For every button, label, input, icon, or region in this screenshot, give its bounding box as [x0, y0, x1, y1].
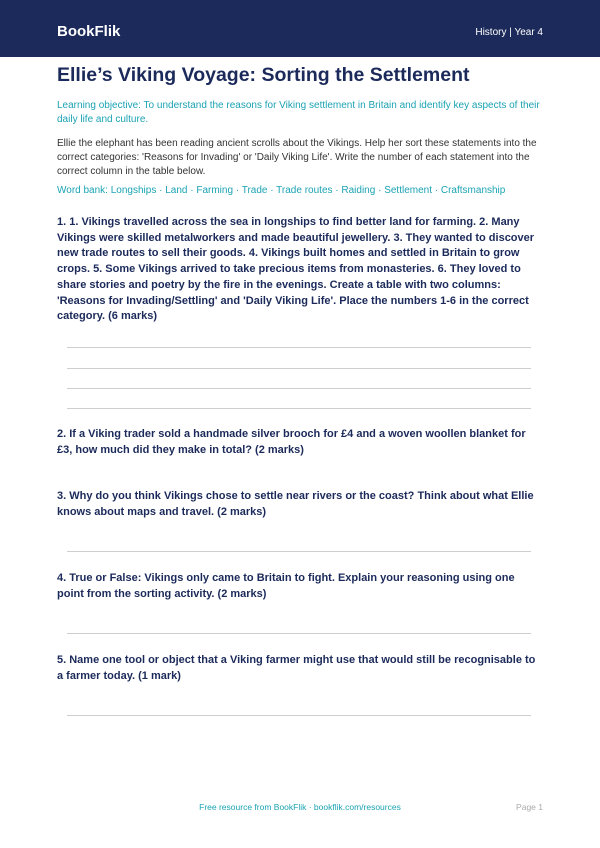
- footer-link[interactable]: Free resource from BookFlik · bookflik.com/resources: [199, 802, 401, 812]
- intro-text: Ellie the elephant has been reading ancient scrolls about the Vikings. Help her sort these statements into the correct categories: 'Reasons for Invading' or 'Daily Viking Life'. Write the number of each statement into the correct column in the table below.: [57, 138, 537, 177]
- answer-line[interactable]: [67, 408, 531, 409]
- answer-line[interactable]: [67, 551, 531, 552]
- page-number: Page 1: [516, 802, 543, 812]
- question-5: 5. Name one tool or object that a Viking farmer might use that would still be recognisable to a farmer today. (1 mark): [57, 654, 536, 682]
- learning-objective: Learning objective: To understand the reasons for Viking settlement in Britain and identify key aspects of their daily life and culture.: [57, 100, 540, 125]
- answer-line[interactable]: [67, 347, 531, 348]
- word-bank: Word bank: Longships · Land · Farming · Trade · Trade routes · Raiding · Settlement · Craftsmanship: [57, 185, 506, 196]
- brand-logo: BookFlik: [57, 23, 121, 40]
- answer-line[interactable]: [67, 388, 531, 389]
- worksheet-title: Ellie’s Viking Voyage: Sorting the Settlement: [57, 64, 470, 86]
- subject-year-label: History | Year 4: [475, 27, 543, 38]
- question-2: 2. If a Viking trader sold a handmade silver brooch for £4 and a woven woollen blanket for £3, how much did they make in total? (2 marks): [57, 428, 526, 456]
- answer-line[interactable]: [67, 368, 531, 369]
- answer-line[interactable]: [67, 715, 531, 716]
- answer-line[interactable]: [67, 633, 531, 634]
- page-header: [0, 0, 600, 57]
- question-3: 3. Why do you think Vikings chose to settle near rivers or the coast? Think about what Ellie knows about maps and travel. (2 marks): [57, 490, 534, 518]
- question-4: 4. True or False: Vikings only came to Britain to fight. Explain your reasoning using one point from the sorting activity. (2 marks): [57, 572, 515, 600]
- question-1: 1. 1. Vikings travelled across the sea in longships to find better land for farming. 2. Many Vikings were skilled metalworkers and made beautiful jewellery. 3. They wanted to discover new trade routes to sell their goods. 4. Vikings built homes and settled in Britain to grow crops. 5. Some Vikings arrived to take precious items from monasteries. 6. They loved to share stories and poetry by the fire in the evenings. Create a table with two columns: 'Reasons for Invading/Settling' and 'Daily Viking Life'. Place the numbers 1-6 in the correct category. (6 marks): [57, 216, 535, 323]
